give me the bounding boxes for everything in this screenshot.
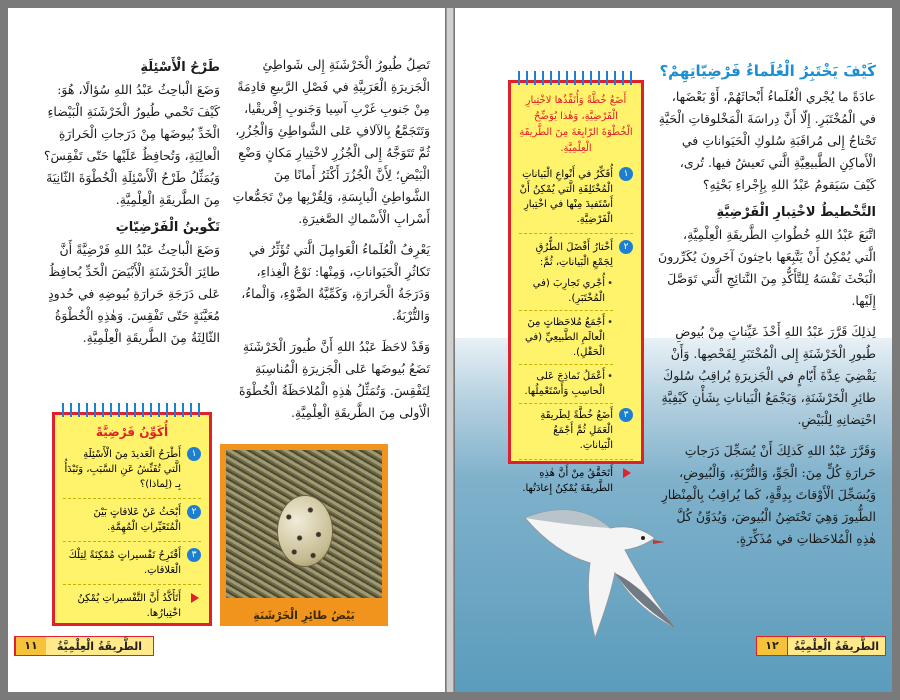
list-item [63,447,201,499]
paragraph: لِذلِكَ قَرَّرَ عَبْدُ اللهِ أَخْذَ عَيِّناتٍ مِنْ بُيوضِ طُيورِ الْخَرْشَنَةِ إِلى الْمُخْتَبَرِ لِفَحْصِها. وَأَنْ يَقْضِيَ عِدَّةَ أَيّامٍ في الْجَزيرَةِ يُراقِبُ سُلوكَ طائِرِ الْخَرْشَنَةِ، وَيَجْمَعُ الْبَياناتِ بِشَأْنِ كَيْفِيَّةِ احْتِضانِهِ لِلْبَيْضِ. [661,324,876,427]
list-item-text: أَخْتارُ أَفْضَلَ الطُّرُقِ لِجَمْعِ الْبَياناتِ، ثُمَّ: [535,242,613,268]
notebook-spiral [59,403,205,417]
list-item [63,548,201,585]
page-number: ١٢ [757,637,788,655]
list-item [519,408,633,460]
notebook-title: أُكَوِّنُ فَرْضِيَّةً [95,425,169,439]
page-gutter [446,8,454,692]
left-page-right-column [230,54,430,433]
left-page [8,8,445,692]
footer-label: الطَّريقَةُ الْعِلْمِيَّةُ [56,639,143,653]
list-item [519,240,633,276]
list-item-text: أَطْرَحُ الْعَديدَ مِنَ الْأَسْئِلَةِ الَّتي تُفَتِّشُ عَنِ السَّبَبِ، وَتَبْدَأُ بِـ (لِماذا)؟ [64,449,181,490]
egg-icon [278,496,332,566]
left-page-left-column [32,54,220,358]
notebook-intro: أَضَعُ خُطَّةً وَأُنَفِّذُها لاخْتِبارِ الْفَرْضِيَّةِ، وَهٰذا يُوَضِّحُ الْخُطْوَةَ الرّابِعَةَ مِنَ الطَّريقَةِ الْعِلْمِيَّةِ. [519,95,633,154]
list-item-text: أَتَأَكَّدُ أَنَّ التَّفْسيراتِ يُمْكِنُ اخْتِبارُها. [77,593,181,619]
paragraph: وَقَدْ لاحَظَ عَبْدُ اللهِ أَنَّ طُيورَ الْخَرْشَنَةِ تَضَعُ بُيوضَها عَلى الْجَزيرَةِ الْمُناسِبَةِ لِتَفْقِسَ. وَتُمَثِّلُ هٰذِهِ الْمُلاحَظَةُ الْخُطْوَةَ الْأولى مِنَ الطَّريقَةِ الْعِلْمِيَّةِ. [239,339,430,420]
list-item-text: أُفَكِّرُ في أَنْواعِ الْبَياناتِ الْمُخْتَلِفَةِ الَّتي يُمْكِنُ أَنْ أَسْتَفيدَ مِنْها في اخْتِبارِ الْفَرْضِيَّةِ. [519,169,613,225]
hypothesis-notebook [52,412,212,626]
paragraph: وَضَعَ الْباحِثُ عَبْدُ اللهِ سُؤالًا، هُوَ: كَيْفَ تَحْمي طُيورُ الْخَرْشَنَةِ الْبَيْضاءِ الْخَدِّ بُيوضَها مِنْ دَرَجاتِ الْحَرارَةِ الْعالِيَةِ، وَتُحافِظُ عَلَيْها حَتّى تَفْقِسَ؟ وَيُمَثِّلُ طَرْحُ الْأَسْئِلَةِ الْخُطْوَةَ الثّانِيَةَ مِنَ الطَّريقَةِ الْعِلْمِيَّةِ. [43,82,220,207]
list-item [63,505,201,542]
data-methods-list [519,276,633,404]
step-number-badge: ٣ [187,548,201,562]
list-item-text: أَضَعُ خُطَّةً لِطَريقَةِ الْعَمَلِ ثُمَّ أَجْمَعُ الْبَياناتِ. [540,410,613,451]
page-heading: كَيْفَ يَخْتَبِرُ الْعُلَماءُ فَرْضِيّاتِهِمْ؟ [659,62,876,80]
sub-list-item: • أُجْري تَجارِبَ (في الْمُخْتَبَرِ). [519,276,613,311]
step-number-badge: ٣ [619,408,633,422]
step-number-badge: ١ [187,447,201,461]
paragraph: اتَّبَعَ عَبْدُ اللهِ خُطُواتِ الطَّريقَةِ الْعِلْمِيَّةِ، الَّتي يُمْكِنُ أَنْ يَتَّبِعَها باحِثونَ آخَرونَ يُكَرِّرونَ الْبَحْثَ نَفْسَهُ لِلتَّأَكُّدِ مِنَ النَّتائِجِ الَّتي تَوَصَّلَ إِلَيْها. [658,227,876,308]
list-item-text: أَقْتَرِحُ تَفْسيراتٍ مُمْكِنَةً لِتِلْكَ الْعَلاقاتِ. [68,550,181,576]
nest-image [226,450,382,598]
paragraph: عادَةً ما يُجْري الْعُلَماءُ أَبْحاثَهُمْ، أَوْ بَعْضَها، في الْمُخْتَبَرِ. إِلّا أَنَّ دِراسَةَ الْمَخْلوقاتِ الْحَيَّةِ تَحْتاجُ إِلى مُراقَبَةِ سُلوكِ الْحَيَواناتِ في الْأَماكِنِ الطَّبيعِيَّةِ الَّتي تَعيشُ فيها. تُرى، كَيْفَ سَيَقومُ عَبْدُ اللهِ بِإِجْراءِ بَحْثِهِ؟ [658,89,876,192]
list-item-text: أَتَحَقَّقُ مِنْ أَنَّ هٰذِهِ الطَّريقَةَ يُمْكِنُ إِعادَتُها. [522,468,613,494]
paragraph: تَصِلُ طُيورُ الْخَرْشَنَةِ إِلى شَواطِئِ الْجَزيرَةِ الْعَرَبِيَّةِ في فَصْلِ الرَّبيعِ قادِمَةً مِنْ جَنوبِ غَرْبِ آسِيا وَجَنوبِ إِفْريقْيا، وَتَتَجَمَّعُ بِالآلافِ عَلى الشَّواطِئِ وَالْجُزُرِ، ثُمَّ تَتَوَجَّهُ إِلى الْجُزُرِ لاخْتِيارِ مَكانٍ وَضْعِ الْبَيْضِ؛ لِأَنَّ الْجُزُرَ أَكْثَرُ أَمانًا مِنَ الشَّواطِئِ الْيابِسَةِ، وَلِقُرْبِها مِنْ تَجَمُّعاتِ أَسْرابِ الْأَسْماكِ الصَّغيرَةِ. [232,57,430,226]
paragraph: وَقَرَّرَ عَبْدُ اللهِ كَذلِكَ أَنْ يُسَجِّلَ دَرَجاتِ حَرارَةِ كُلٍّ مِنَ: الْجَوِّ، وَالتُّرْبَةِ، وَالْبُيوضِ، وَيُسَجِّلَ الْأَوْقاتَ بِدِقَّةٍ، كَما يُراقِبُ بِالْمِنْظارِ الطُّيورَ وَهِيَ تَحْتَضِنُ الْبُيوضَ، وَيُدَوِّنُ كُلَّ هٰذِهِ الْمُلاحَظاتِ في مُذَكِّرَةٍ. [661,443,876,546]
list-item [519,466,633,502]
step-number-badge: ٢ [187,505,201,519]
section-heading: التَّخْطيطُ لاخْتِبارِ الْفَرْضِيَّةِ [716,205,876,220]
egg-photo [220,444,388,626]
photo-caption: بَيْضُ طائِرِ الْخَرْشَنَةِ [253,609,355,622]
triangle-icon [191,593,199,603]
sub-list-item: • أَعْمَلُ نَماذِجَ عَلى الْحاسِبِ وَأَسْتَعْمِلُها. [519,369,613,404]
section-heading: تَكْوينُ الْفَرْضِيّاتِ [115,220,220,235]
footer-label: الطَّريقَةُ الْعِلْمِيَّةُ [793,639,880,653]
notebook-spiral [515,71,637,85]
paragraph: وَضَعَ الْباحِثُ عَبْدُ اللهِ فَرْضِيَّةً أَنَّ طائِرَ الْخَرْشَنَةِ الْأَبْيَضَ الْخَدِّ يُحافِظُ عَلى دَرَجَةِ حَرارَةِ بُيوضِهِ في حُدودٍ مُعَيَّنَةٍ حَتّى تَفْقِسَ. وَهٰذِهِ الْخُطْوَةُ الثّالِثَةُ مِنَ الطَّريقَةِ الْعِلْمِيَّةِ. [48,242,220,345]
paragraph: يَعْرِفُ الْعُلَماءُ الْعَوامِلَ الَّتي تُؤَثِّرُ في تَكاثُرِ الْحَيَواناتِ، وَمِنْها: نَوْعُ الْغِذاءِ، وَدَرَجَةُ الْحَرارَةِ، وَكَمِّيَّةُ الضَّوْءِ، وَالْماءُ، وَالتُّرْبَةُ. [241,242,430,323]
section-heading: طَرْحُ الْأَسْئِلَةِ [140,60,220,75]
plan-notebook [508,80,644,494]
right-page-main-column [658,62,876,559]
page-footer [14,636,154,656]
page-number: ١١ [15,637,46,655]
list-item-text: أَبْحَثُ عَنْ عَلاقاتٍ بَيْنَ الْمُتَغَيِّراتِ الْمُهِمَّةِ. [93,507,181,533]
step-number-badge: ٢ [619,240,633,254]
triangle-icon [623,468,631,478]
list-item [519,167,633,234]
sub-list-item: • أَجْمَعُ مُلاحَظاتٍ مِنَ الْعالَمِ الطَّبيعِيِّ (في الْحَقْلِ). [519,315,613,365]
right-page [455,8,892,692]
list-item [63,591,201,627]
page-footer [756,636,886,656]
step-number-badge: ١ [619,167,633,181]
